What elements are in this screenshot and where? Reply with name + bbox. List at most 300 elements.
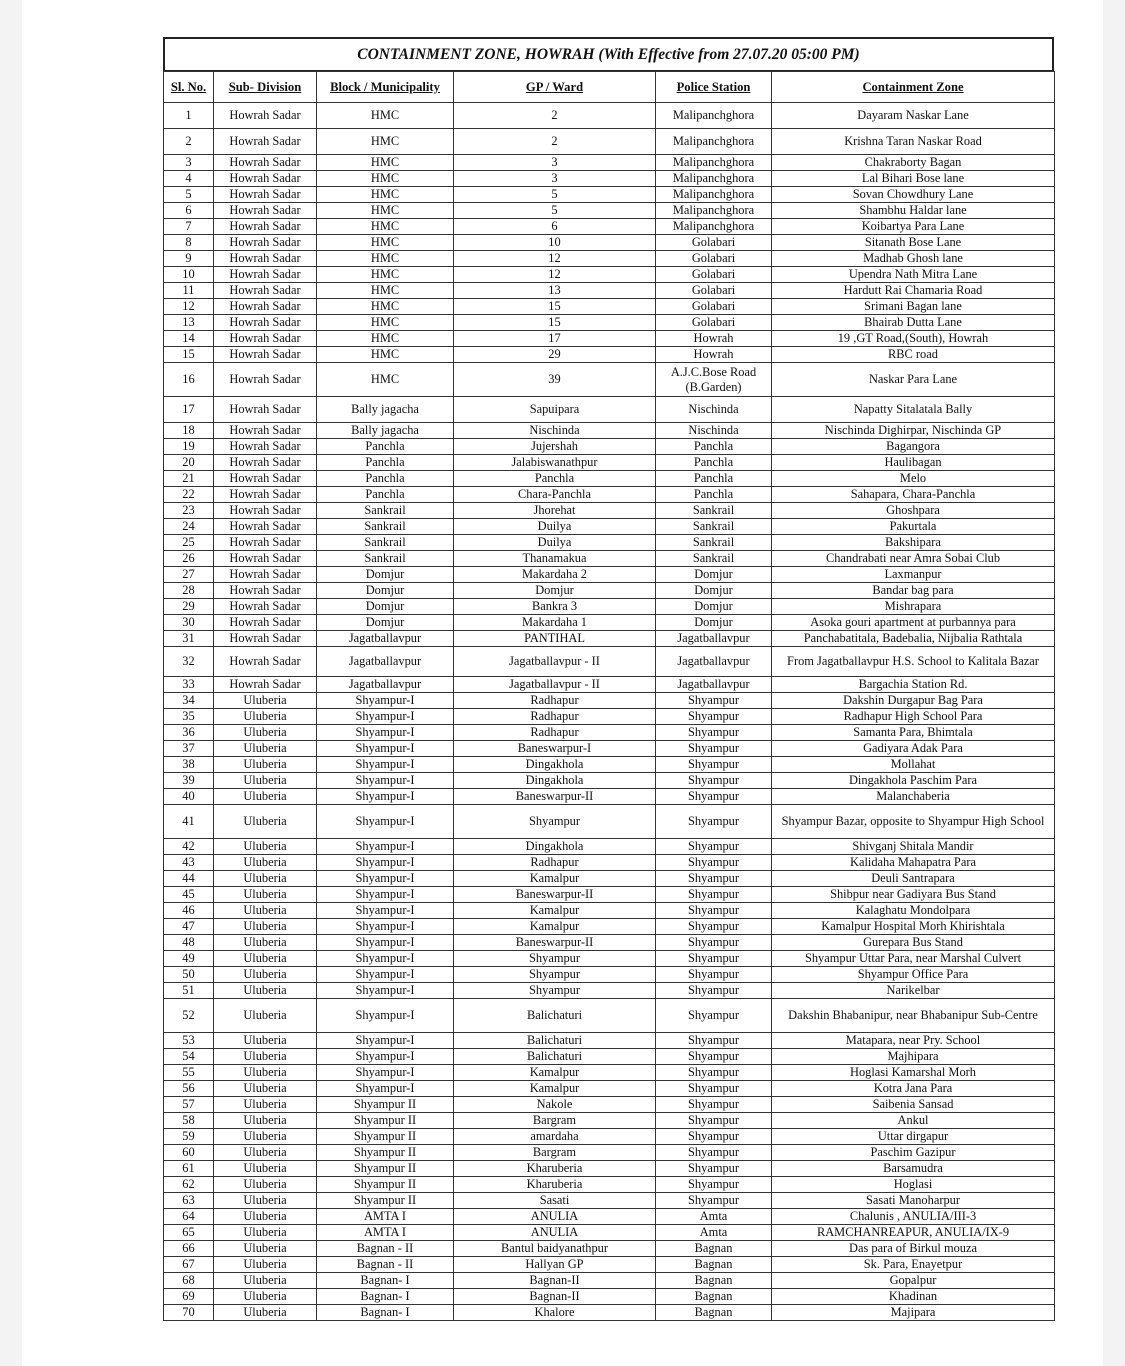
table-row (164, 1065, 1055, 1081)
sub-division-cell: Uluberia (214, 871, 317, 887)
sl-no-cell: 10 (164, 267, 214, 283)
sub-division-cell: Uluberia (214, 1193, 317, 1209)
table-row (164, 647, 1055, 677)
table-body (164, 103, 1055, 1321)
block-cell: Shyampur II (317, 1161, 454, 1177)
police-station-cell: Shyampur (656, 1113, 772, 1129)
sub-division-cell: Howrah Sadar (214, 299, 317, 315)
sl-no-cell: 57 (164, 1097, 214, 1113)
block-cell: Shyampur-I (317, 757, 454, 773)
block-cell: Shyampur-I (317, 1065, 454, 1081)
gp-ward-cell: 10 (454, 235, 656, 251)
police-station-cell: Sankrail (656, 551, 772, 567)
table-row (164, 187, 1055, 203)
table-row (164, 203, 1055, 219)
sub-division-cell: Howrah Sadar (214, 455, 317, 471)
gp-ward-cell: Jalabiswanathpur (454, 455, 656, 471)
table-row (164, 757, 1055, 773)
table-row (164, 1049, 1055, 1065)
sl-no-cell: 35 (164, 709, 214, 725)
sl-no-cell: 34 (164, 693, 214, 709)
police-station-cell: Golabari (656, 235, 772, 251)
sub-division-cell: Howrah Sadar (214, 331, 317, 347)
containment-zone-cell: Dakshin Durgapur Bag Para (772, 693, 1055, 709)
containment-zone-cell: 19 ,GT Road,(South), Howrah (772, 331, 1055, 347)
block-cell: Shyampur-I (317, 741, 454, 757)
police-station-cell: Shyampur (656, 693, 772, 709)
sl-no-cell: 15 (164, 347, 214, 363)
table-row (164, 1241, 1055, 1257)
police-station-cell: Domjur (656, 567, 772, 583)
police-station-cell: Malipanchghora (656, 155, 772, 171)
document-title: CONTAINMENT ZONE, HOWRAH (With Effective from 27.07.20 05:00 PM) (163, 37, 1054, 71)
table-row (164, 455, 1055, 471)
table-row (164, 251, 1055, 267)
police-station-cell: Howrah (656, 347, 772, 363)
police-station-cell: Shyampur (656, 887, 772, 903)
sub-division-cell: Uluberia (214, 935, 317, 951)
table-row (164, 935, 1055, 951)
gp-ward-cell: Kamalpur (454, 1065, 656, 1081)
sub-division-cell: Howrah Sadar (214, 187, 317, 203)
sub-division-cell: Howrah Sadar (214, 315, 317, 331)
gp-ward-cell: Bankra 3 (454, 599, 656, 615)
police-station-cell: Jagatballavpur (656, 647, 772, 677)
sl-no-cell: 51 (164, 983, 214, 999)
sub-division-cell: Howrah Sadar (214, 219, 317, 235)
sub-division-cell: Howrah Sadar (214, 487, 317, 503)
gp-ward-cell: 3 (454, 171, 656, 187)
sub-division-cell: Howrah Sadar (214, 583, 317, 599)
block-cell: HMC (317, 315, 454, 331)
sub-division-cell: Uluberia (214, 805, 317, 839)
police-station-cell: Shyampur (656, 1033, 772, 1049)
gp-ward-cell: 13 (454, 283, 656, 299)
table-row (164, 919, 1055, 935)
sub-division-cell: Uluberia (214, 1113, 317, 1129)
containment-zone-cell: Malanchaberia (772, 789, 1055, 805)
table-row (164, 631, 1055, 647)
table-row (164, 487, 1055, 503)
containment-zone-cell: Madhab Ghosh lane (772, 251, 1055, 267)
containment-zone-cell: Majipara (772, 1305, 1055, 1321)
police-station-cell: Nischinda (656, 397, 772, 423)
block-cell: Panchla (317, 471, 454, 487)
police-station-cell: Shyampur (656, 999, 772, 1033)
containment-zone-cell: Sitanath Bose Lane (772, 235, 1055, 251)
block-cell: HMC (317, 267, 454, 283)
block-cell: Shyampur-I (317, 887, 454, 903)
table-row (164, 599, 1055, 615)
sl-no-cell: 3 (164, 155, 214, 171)
gp-ward-cell: Kamalpur (454, 871, 656, 887)
containment-zone-cell: Kalaghatu Mondolpara (772, 903, 1055, 919)
block-cell: Shyampur-I (317, 935, 454, 951)
police-station-cell: Shyampur (656, 1097, 772, 1113)
police-station-cell: Shyampur (656, 1145, 772, 1161)
block-cell: Sankrail (317, 535, 454, 551)
sl-no-cell: 54 (164, 1049, 214, 1065)
containment-zone-cell: Shyampur Bazar, opposite to Shyampur High School (772, 805, 1055, 839)
block-cell: HMC (317, 187, 454, 203)
sub-division-cell: Howrah Sadar (214, 283, 317, 299)
sub-division-cell: Uluberia (214, 1097, 317, 1113)
block-cell: Shyampur-I (317, 855, 454, 871)
gp-ward-cell: Duilya (454, 519, 656, 535)
sub-division-cell: Uluberia (214, 1049, 317, 1065)
sub-division-cell: Howrah Sadar (214, 251, 317, 267)
sub-division-cell: Uluberia (214, 903, 317, 919)
gp-ward-cell: 5 (454, 187, 656, 203)
block-cell: Jagatballavpur (317, 631, 454, 647)
block-cell: Shyampur-I (317, 773, 454, 789)
block-cell: HMC (317, 299, 454, 315)
table-row (164, 1257, 1055, 1273)
gp-ward-cell: 12 (454, 251, 656, 267)
block-cell: Domjur (317, 583, 454, 599)
containment-zone-cell: Lal Bihari Bose lane (772, 171, 1055, 187)
gp-ward-cell: 2 (454, 129, 656, 155)
table-row (164, 583, 1055, 599)
gp-ward-cell: Chara-Panchla (454, 487, 656, 503)
police-station-cell: Domjur (656, 599, 772, 615)
containment-zone-cell: Koibartya Para Lane (772, 219, 1055, 235)
block-cell: HMC (317, 251, 454, 267)
containment-zone-cell: Dakshin Bhabanipur, near Bhabanipur Sub-Centre (772, 999, 1055, 1033)
police-station-cell: Jagatballavpur (656, 631, 772, 647)
containment-zone-cell: Hoglasi Kamarshal Morh (772, 1065, 1055, 1081)
sub-division-cell: Uluberia (214, 1257, 317, 1273)
containment-zone-cell: Mollahat (772, 757, 1055, 773)
sub-division-cell: Uluberia (214, 1129, 317, 1145)
sl-no-cell: 49 (164, 951, 214, 967)
block-cell: HMC (317, 129, 454, 155)
containment-zone-cell: Paschim Gazipur (772, 1145, 1055, 1161)
containment-zone-cell: Hoglasi (772, 1177, 1055, 1193)
gp-ward-cell: Shyampur (454, 951, 656, 967)
police-station-cell: Malipanchghora (656, 203, 772, 219)
sl-no-cell: 42 (164, 839, 214, 855)
block-cell: Shyampur II (317, 1113, 454, 1129)
gp-ward-cell: Jagatballavpur - II (454, 647, 656, 677)
block-cell: Domjur (317, 615, 454, 631)
gp-ward-cell: Bantul baidyanathpur (454, 1241, 656, 1257)
police-station-cell: Nischinda (656, 423, 772, 439)
block-cell: HMC (317, 283, 454, 299)
containment-zone-cell: Saibenia Sansad (772, 1097, 1055, 1113)
block-cell: AMTA I (317, 1225, 454, 1241)
sl-no-cell: 6 (164, 203, 214, 219)
containment-zone-cell: Narikelbar (772, 983, 1055, 999)
gp-ward-cell: Bagnan-II (454, 1289, 656, 1305)
table-row (164, 1305, 1055, 1321)
police-station-cell: Bagnan (656, 1241, 772, 1257)
police-station-cell: Shyampur (656, 919, 772, 935)
block-cell: Jagatballavpur (317, 677, 454, 693)
police-station-cell: Malipanchghora (656, 219, 772, 235)
police-station-cell: Jagatballavpur (656, 677, 772, 693)
gp-ward-cell: Baneswarpur-II (454, 789, 656, 805)
table-row (164, 951, 1055, 967)
sub-division-cell: Howrah Sadar (214, 535, 317, 551)
containment-zone-cell: Barsamudra (772, 1161, 1055, 1177)
containment-zone-cell: Panchabatitala, Badebalia, Nijbalia Rathtala (772, 631, 1055, 647)
block-cell: Bagnan- I (317, 1273, 454, 1289)
containment-zone-cell: Melo (772, 471, 1055, 487)
gp-ward-cell: 15 (454, 315, 656, 331)
table-row (164, 1145, 1055, 1161)
gp-ward-cell: Dingakhola (454, 757, 656, 773)
police-station-cell: Shyampur (656, 839, 772, 855)
table-row (164, 267, 1055, 283)
sl-no-cell: 5 (164, 187, 214, 203)
gp-ward-cell: Khalore (454, 1305, 656, 1321)
containment-zone-cell: From Jagatballavpur H.S. School to Kalitala Bazar (772, 647, 1055, 677)
sub-division-cell: Uluberia (214, 983, 317, 999)
sl-no-cell: 11 (164, 283, 214, 299)
block-cell: HMC (317, 235, 454, 251)
sl-no-cell: 70 (164, 1305, 214, 1321)
block-cell: Sankrail (317, 519, 454, 535)
sub-division-cell: Howrah Sadar (214, 267, 317, 283)
table-row (164, 1273, 1055, 1289)
sl-no-cell: 22 (164, 487, 214, 503)
containment-zone-cell: Sasati Manoharpur (772, 1193, 1055, 1209)
sl-no-cell: 16 (164, 363, 214, 397)
police-station-cell: Sankrail (656, 503, 772, 519)
gp-ward-cell: PANTIHAL (454, 631, 656, 647)
sub-division-cell: Howrah Sadar (214, 599, 317, 615)
sub-division-cell: Howrah Sadar (214, 519, 317, 535)
block-cell: Bally jagacha (317, 397, 454, 423)
table-row (164, 397, 1055, 423)
table-row (164, 331, 1055, 347)
police-station-cell: Shyampur (656, 773, 772, 789)
gp-ward-cell: Balichaturi (454, 999, 656, 1033)
sub-division-cell: Howrah Sadar (214, 129, 317, 155)
table-row (164, 839, 1055, 855)
containment-zone-cell: Laxmanpur (772, 567, 1055, 583)
containment-zone-cell: Upendra Nath Mitra Lane (772, 267, 1055, 283)
police-station-cell: Shyampur (656, 855, 772, 871)
table-row (164, 693, 1055, 709)
gp-ward-cell: Baneswarpur-II (454, 935, 656, 951)
gp-ward-cell: 3 (454, 155, 656, 171)
containment-zone-table (163, 71, 1055, 1321)
police-station-cell: Shyampur (656, 725, 772, 741)
gp-ward-cell: Shyampur (454, 967, 656, 983)
block-cell: Shyampur-I (317, 967, 454, 983)
gp-ward-cell: Duilya (454, 535, 656, 551)
sl-no-cell: 25 (164, 535, 214, 551)
gp-ward-cell: Dingakhola (454, 773, 656, 789)
gp-ward-cell: 5 (454, 203, 656, 219)
gp-ward-cell: amardaha (454, 1129, 656, 1145)
containment-zone-cell: Sk. Para, Enayetpur (772, 1257, 1055, 1273)
containment-zone-cell: Uttar dirgapur (772, 1129, 1055, 1145)
police-station-cell: Domjur (656, 615, 772, 631)
table-row (164, 503, 1055, 519)
containment-zone-cell: Nischinda Dighirpar, Nischinda GP (772, 423, 1055, 439)
sub-division-cell: Howrah Sadar (214, 171, 317, 187)
block-cell: HMC (317, 171, 454, 187)
sl-no-cell: 30 (164, 615, 214, 631)
table-row (164, 1033, 1055, 1049)
containment-zone-cell: Das para of Birkul mouza (772, 1241, 1055, 1257)
sl-no-cell: 14 (164, 331, 214, 347)
sl-no-cell: 68 (164, 1273, 214, 1289)
police-station-cell: Shyampur (656, 1049, 772, 1065)
table-row (164, 439, 1055, 455)
block-cell: HMC (317, 155, 454, 171)
containment-zone-cell: Shivganj Shitala Mandir (772, 839, 1055, 855)
police-station-cell: Shyampur (656, 951, 772, 967)
containment-zone-cell: Kamalpur Hospital Morh Khirishtala (772, 919, 1055, 935)
sl-no-cell: 36 (164, 725, 214, 741)
sl-no-cell: 8 (164, 235, 214, 251)
police-station-cell: Panchla (656, 455, 772, 471)
containment-zone-cell: Shibpur near Gadiyara Bus Stand (772, 887, 1055, 903)
police-station-cell: Malipanchghora (656, 187, 772, 203)
police-station-cell: Golabari (656, 267, 772, 283)
header-sub-division: Sub- Division (214, 72, 317, 103)
header-police-station: Police Station (656, 72, 772, 103)
block-cell: Shyampur-I (317, 999, 454, 1033)
table-row (164, 871, 1055, 887)
containment-zone-cell: Radhapur High School Para (772, 709, 1055, 725)
gp-ward-cell: Thanamakua (454, 551, 656, 567)
gp-ward-cell: ANULIA (454, 1209, 656, 1225)
sl-no-cell: 59 (164, 1129, 214, 1145)
containment-zone-cell: Gurepara Bus Stand (772, 935, 1055, 951)
gp-ward-cell: Bargram (454, 1145, 656, 1161)
sub-division-cell: Uluberia (214, 709, 317, 725)
containment-zone-cell: Shambhu Haldar lane (772, 203, 1055, 219)
block-cell: Shyampur-I (317, 1033, 454, 1049)
sub-division-cell: Howrah Sadar (214, 203, 317, 219)
gp-ward-cell: Baneswarpur-II (454, 887, 656, 903)
containment-zone-cell: Samanta Para, Bhimtala (772, 725, 1055, 741)
police-station-cell: Domjur (656, 583, 772, 599)
sl-no-cell: 62 (164, 1177, 214, 1193)
sl-no-cell: 12 (164, 299, 214, 315)
containment-zone-cell: Dayaram Naskar Lane (772, 103, 1055, 129)
gp-ward-cell: Bagnan-II (454, 1273, 656, 1289)
gp-ward-cell: Baneswarpur-I (454, 741, 656, 757)
table-row (164, 551, 1055, 567)
gp-ward-cell: Shyampur (454, 983, 656, 999)
sl-no-cell: 40 (164, 789, 214, 805)
gp-ward-cell: ANULIA (454, 1225, 656, 1241)
table-row (164, 535, 1055, 551)
sub-division-cell: Uluberia (214, 999, 317, 1033)
gp-ward-cell: Panchla (454, 471, 656, 487)
block-cell: Sankrail (317, 551, 454, 567)
block-cell: Shyampur-I (317, 951, 454, 967)
containment-zone-cell: Deuli Santrapara (772, 871, 1055, 887)
sl-no-cell: 18 (164, 423, 214, 439)
sl-no-cell: 53 (164, 1033, 214, 1049)
table-row (164, 315, 1055, 331)
containment-zone-cell: Asoka gouri apartment at purbannya para (772, 615, 1055, 631)
header-containment-zone: Containment Zone (772, 72, 1055, 103)
sub-division-cell: Uluberia (214, 1305, 317, 1321)
sub-division-cell: Howrah Sadar (214, 439, 317, 455)
sub-division-cell: Howrah Sadar (214, 503, 317, 519)
table-row (164, 1081, 1055, 1097)
block-cell: AMTA I (317, 1209, 454, 1225)
gp-ward-cell: Sapuipara (454, 397, 656, 423)
sl-no-cell: 48 (164, 935, 214, 951)
block-cell: Shyampur-I (317, 919, 454, 935)
containment-zone-cell: Ankul (772, 1113, 1055, 1129)
sl-no-cell: 21 (164, 471, 214, 487)
gp-ward-cell: Bargram (454, 1113, 656, 1129)
sl-no-cell: 65 (164, 1225, 214, 1241)
sub-division-cell: Howrah Sadar (214, 423, 317, 439)
police-station-cell: Shyampur (656, 741, 772, 757)
sl-no-cell: 17 (164, 397, 214, 423)
containment-zone-cell: RAMCHANREAPUR, ANULIA/IX-9 (772, 1225, 1055, 1241)
sl-no-cell: 67 (164, 1257, 214, 1273)
sub-division-cell: Uluberia (214, 789, 317, 805)
block-cell: Bagnan - II (317, 1241, 454, 1257)
sub-division-cell: Uluberia (214, 1209, 317, 1225)
header-sl-no: Sl. No. (164, 72, 214, 103)
sub-division-cell: Howrah Sadar (214, 103, 317, 129)
sl-no-cell: 7 (164, 219, 214, 235)
block-cell: Bally jagacha (317, 423, 454, 439)
block-cell: HMC (317, 363, 454, 397)
sub-division-cell: Howrah Sadar (214, 347, 317, 363)
gp-ward-cell: Domjur (454, 583, 656, 599)
table-row (164, 789, 1055, 805)
police-station-cell: Bagnan (656, 1305, 772, 1321)
table-row (164, 1225, 1055, 1241)
police-station-cell: Shyampur (656, 983, 772, 999)
table-row (164, 1161, 1055, 1177)
police-station-cell: Shyampur (656, 709, 772, 725)
table-row (164, 677, 1055, 693)
containment-zone-cell: Khadinan (772, 1289, 1055, 1305)
table-row (164, 725, 1055, 741)
containment-zone-cell: Shyampur Office Para (772, 967, 1055, 983)
sl-no-cell: 66 (164, 1241, 214, 1257)
sl-no-cell: 26 (164, 551, 214, 567)
sl-no-cell: 69 (164, 1289, 214, 1305)
sl-no-cell: 29 (164, 599, 214, 615)
sl-no-cell: 60 (164, 1145, 214, 1161)
table-row (164, 423, 1055, 439)
police-station-cell: Shyampur (656, 1193, 772, 1209)
block-cell: HMC (317, 103, 454, 129)
sub-division-cell: Uluberia (214, 967, 317, 983)
gp-ward-cell: 12 (454, 267, 656, 283)
table-row (164, 363, 1055, 397)
block-cell: Domjur (317, 599, 454, 615)
block-cell: Shyampur-I (317, 1049, 454, 1065)
sl-no-cell: 28 (164, 583, 214, 599)
containment-zone-cell: Matapara, near Pry. School (772, 1033, 1055, 1049)
police-station-cell: Shyampur (656, 967, 772, 983)
sl-no-cell: 19 (164, 439, 214, 455)
police-station-cell: Shyampur (656, 805, 772, 839)
sl-no-cell: 58 (164, 1113, 214, 1129)
block-cell: Shyampur-I (317, 983, 454, 999)
police-station-cell: A.J.C.Bose Road (B.Garden) (656, 363, 772, 397)
table-row (164, 1097, 1055, 1113)
police-station-cell: Howrah (656, 331, 772, 347)
